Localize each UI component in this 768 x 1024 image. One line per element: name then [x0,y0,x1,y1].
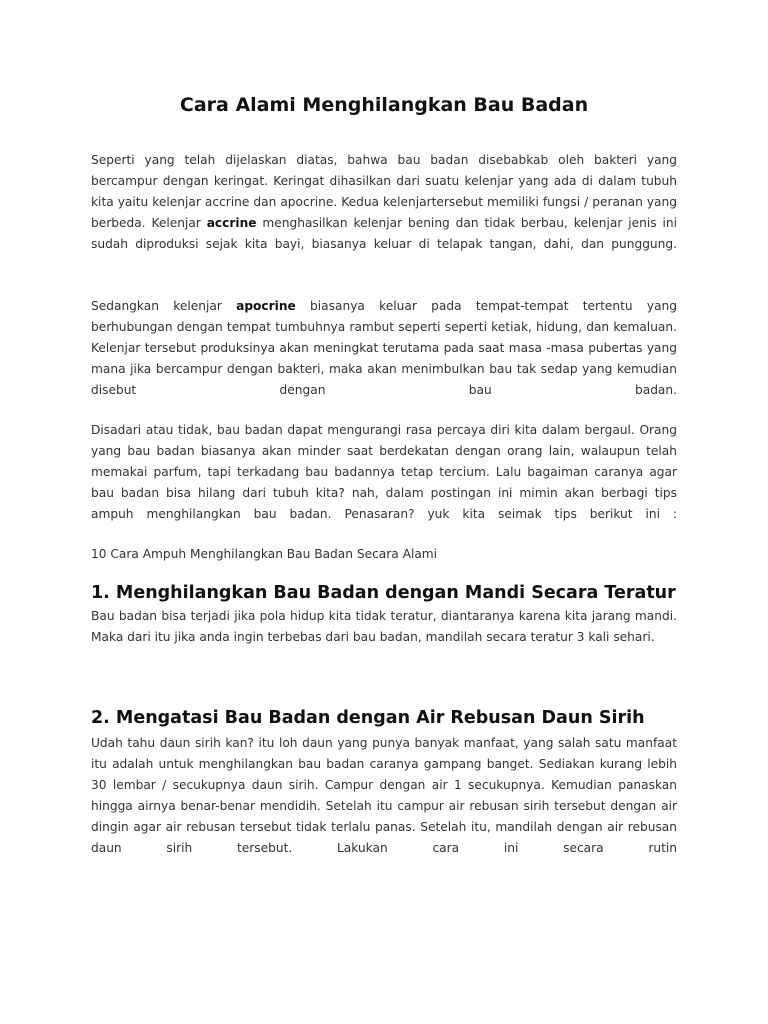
section-heading-2: 2. Mengatasi Bau Badan dengan Air Rebusan Daun Sirih [91,708,645,728]
paragraph-confidence: Disadari atau tidak, bau badan dapat mengurangi rasa percaya diri kita dalam bergaul. Orang yang bau badan biasanya akan minder saat berdekatan dengan orang lain, walaupun telah memakai parfum, tapi terkadang bau badannya tetap tercium. Lalu bagaiman caranya agar bau badan bisa hilang dari tubuh kita? nah, dalam postingan ini mimin akan berbagi tips ampuh menghilangkan bau badan. Penasaran? yuk kita seimak tips berikut ini : [91,423,677,521]
document-title: Cara Alami Menghilangkan Bau Badan [179,94,589,116]
list-subtitle: 10 Cara Ampuh Menghilangkan Bau Badan Secara Alami [91,547,438,561]
term-apocrine: apocrine [236,299,296,313]
term-accrine: accrine [206,216,257,230]
paragraph-intro [91,150,677,255]
paragraph-intro-text-b: menghasilkan kelenjar bening dan tidak berbau, kelenjar jenis ini sudah diproduksi sejak kita bayi, biasanya keluar di telapak tangan, dahi, dan punggung. [91,216,677,251]
paragraph-apocrine [91,296,677,401]
paragraph-apocrine-text-a: Sedangkan kelenjar [91,299,237,313]
section-body-2: Udah tahu daun sirih kan? itu loh daun yang punya banyak manfaat, yang salah satu manfaat itu adalah untuk menghilangkan bau badan caranya gampang banget. Sediakan kurang lebih 30 lembar / secukupnya daun sirih. Campur dengan air 1 secukupnya. Kemudian panaskan hingga airnya benar-benar mendidih. Setelah itu campur air rebusan sirih tersebut dengan air dingin agar air rebusan tersebut tidak terlalu panas. Setelah itu, mandilah dengan air rebusan daun sirih tersebut. Lakukan cara ini secara rutin [91,736,677,855]
paragraph-intro-text-a: Seperti yang telah dijelaskan diatas, bahwa bau badan disebabkab oleh bakteri yang bercampur dengan keringat. Keringat dihasilkan dari suatu kelenjar yang ada di dalam tubuh kita yaitu kelenjar accrine dan apocrine. Kedua kelenjartersebut memiliki fungsi / peranan yang berbeda. Kelenjar [91,153,677,230]
paragraph-apocrine-text-b: biasanya keluar pada tempat-tempat tertentu yang berhubungan dengan tempat tumbuhnya rambut seperti seperti ketiak, hidung, dan kemaluan. Kelenjar tersebut produksinya akan meningkat terutama pada saat masa -masa pubertas yang mana jika bercampur dengan bakteri, maka akan menimbulkan bau tak sedap yang kemudian disebut dengan bau badan. [91,299,677,397]
section-heading-1: 1. Menghilangkan Bau Badan dengan Mandi Secara Teratur [91,583,676,603]
section-body-1: Bau badan bisa terjadi jika pola hidup kita tidak teratur, diantaranya karena kita jarang mandi. Maka dari itu jika anda ingin terbebas dari bau badan, mandilah secara teratur 3 kali sehari. [91,609,677,644]
